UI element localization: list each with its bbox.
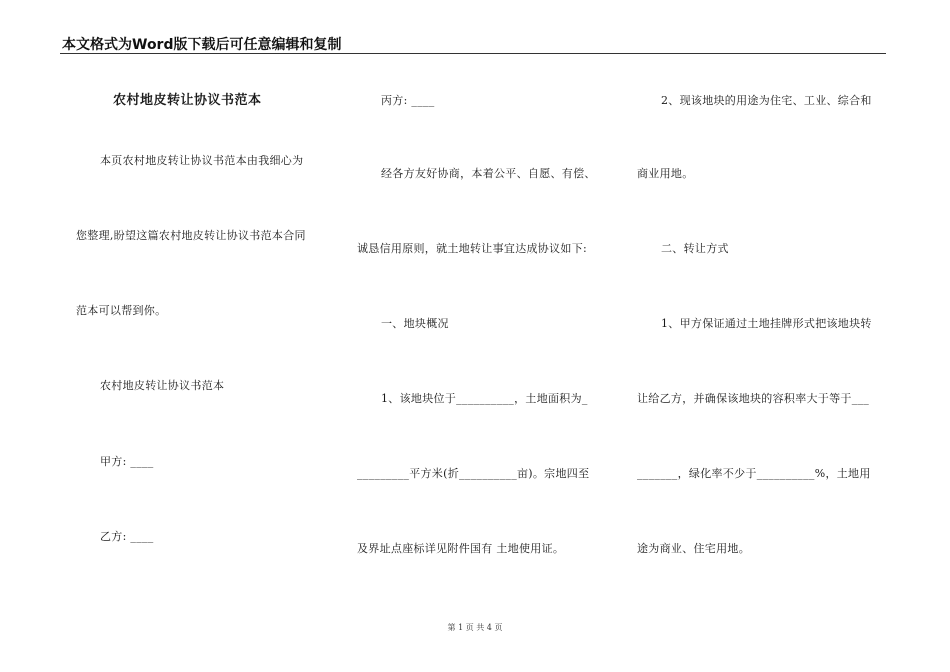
page-column-3 bbox=[637, 0, 887, 672]
page-number-footer: 第 1 页 共 4 页 bbox=[447, 623, 503, 632]
page-column-2 bbox=[357, 0, 607, 672]
section-heading-2: 二、转让方式 bbox=[661, 242, 729, 255]
intro-line-3: 范本可以帮到你。 bbox=[76, 304, 167, 317]
item-1-line-b: _________平方米(折__________亩)。宗地四至 bbox=[357, 467, 590, 480]
item-1-line-c: 及界址点座标详见附件国有 土地使用证。 bbox=[357, 542, 565, 555]
item-1-line-a: 1、该地块位于__________，土地面积为_ bbox=[381, 392, 588, 405]
party-c-line: 丙方: ____ bbox=[381, 94, 435, 107]
transfer-item-line-a: 1、甲方保证通过土地挂牌形式把该地块转 bbox=[661, 317, 872, 330]
paragraph-line-2: 诚恳信用原则，就土地转让事宜达成协议如下: bbox=[357, 242, 588, 255]
transfer-item-line-b: 让给乙方，并确保该地块的容积率大于等于___ bbox=[637, 392, 870, 405]
intro-line-1: 本页农村地皮转让协议书范本由我细心为 bbox=[100, 154, 304, 167]
item-2-line-b: 商业用地。 bbox=[637, 167, 694, 180]
transfer-item-line-c: _______，绿化率不少于__________%，土地用 bbox=[637, 467, 871, 480]
download-banner-text: 本文格式为Word版下载后可任意编辑和复制 bbox=[62, 37, 342, 53]
section-subtitle: 农村地皮转让协议书范本 bbox=[100, 379, 225, 392]
item-2-line-a: 2、现该地块的用途为住宅、工业、综合和 bbox=[661, 94, 872, 107]
document-title: 农村地皮转让协议书范本 bbox=[113, 93, 262, 108]
section-heading-1: 一、地块概况 bbox=[381, 317, 449, 330]
page-column-1 bbox=[76, 0, 326, 672]
transfer-item-line-d: 途为商业、住宅用地。 bbox=[637, 542, 750, 555]
party-a-line: 甲方: ____ bbox=[100, 455, 154, 468]
intro-line-2: 您整理,盼望这篇农村地皮转让协议书范本合同 bbox=[76, 229, 306, 242]
party-b-line: 乙方: ____ bbox=[100, 530, 154, 543]
paragraph-line-1: 经各方友好协商，本着公平、自愿、有偿、 bbox=[381, 167, 596, 180]
